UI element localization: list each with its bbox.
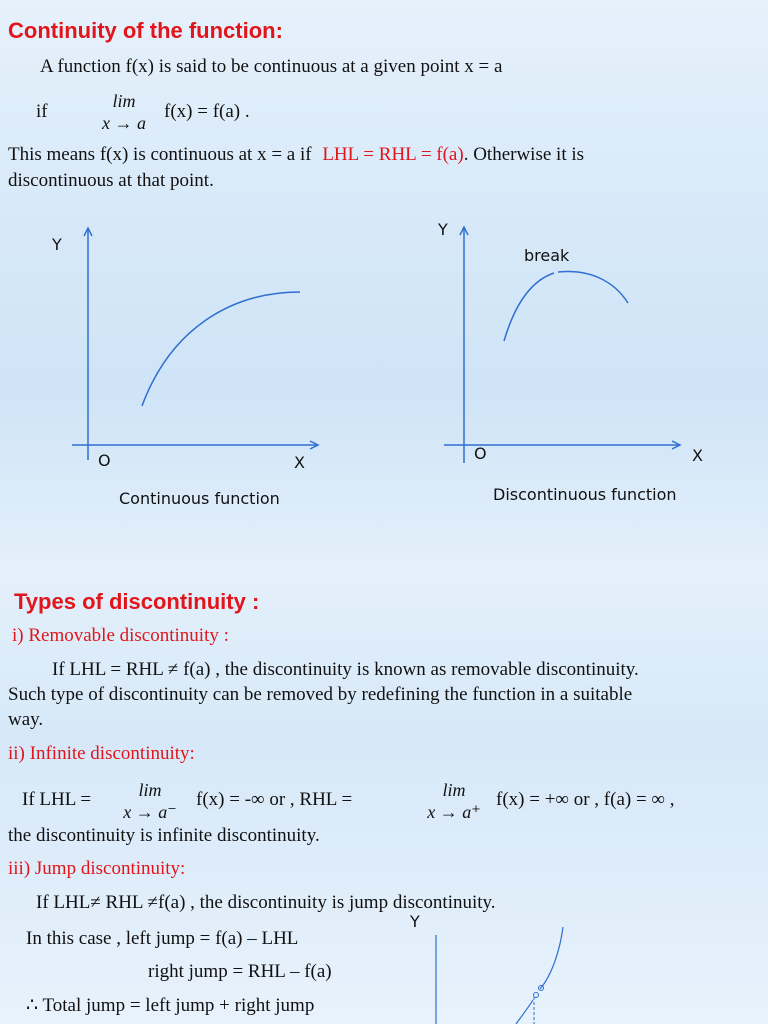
limit-operator <box>92 90 156 134</box>
y-label: Y <box>52 235 62 254</box>
curve-left-piece <box>504 273 554 341</box>
jump-graph <box>400 905 600 1024</box>
jump-graph-y-label: Y <box>410 912 420 931</box>
removable-line3: way. <box>8 709 44 730</box>
curve-right-piece <box>558 272 628 303</box>
removable-heading: i) Removable discontinuity : <box>12 625 229 646</box>
infinite-expr2: f(x) = +∞ or , f(a) = ∞ , <box>496 789 675 810</box>
continuous-curve <box>142 292 300 406</box>
continuous-graph <box>52 220 340 520</box>
continuous-caption: Continuous function <box>119 489 280 508</box>
removable-line1: If LHL = RHL ≠ f(a) , the discontinuity is known as removable discontinuity. <box>52 659 639 680</box>
jump-heading: iii) Jump discontinuity: <box>8 858 186 879</box>
limit-right <box>416 779 492 823</box>
limit-right-label: lim <box>442 780 466 800</box>
jump-line2: In this case , left jump = f(a) – LHL <box>26 928 299 949</box>
infinite-heading: ii) Infinite discontinuity: <box>8 743 195 764</box>
limit-left-label: lim <box>138 780 162 800</box>
definition-line: A function f(x) is said to be continuous at a given point x = a <box>40 56 503 77</box>
jump-line3: right jump = RHL – f(a) <box>148 961 332 982</box>
if-word: if <box>36 101 48 122</box>
jump-point-open <box>534 993 539 998</box>
condition-highlight: LHL = RHL = f(a) <box>322 144 464 165</box>
limit-expression: f(x) = f(a) . <box>164 101 250 122</box>
infinite-if-lhl: If LHL = <box>22 789 92 810</box>
jump-curve-right <box>540 927 563 989</box>
section-title-types: Types of discontinuity : <box>14 589 260 614</box>
jump-line1: If LHL≠ RHL ≠f(a) , the discontinuity is jump discontinuity. <box>36 892 496 913</box>
condition-text: This means f(x) is continuous at x = a if <box>8 144 312 165</box>
condition-line2: discontinuous at that point. <box>8 170 214 191</box>
infinite-line2: the discontinuity is infinite discontinuity. <box>8 825 320 846</box>
limit-left <box>114 779 186 823</box>
jump-curve-left <box>516 1000 533 1024</box>
condition-tail: . Otherwise it is <box>463 144 585 165</box>
infinite-expr1: f(x) = -∞ or , RHL = <box>196 789 353 810</box>
break-label: break <box>524 246 570 265</box>
origin-label: O <box>98 451 111 470</box>
origin-label: O <box>474 444 487 463</box>
section-title-continuity: Continuity of the function: <box>8 18 283 43</box>
x-label: X <box>294 453 305 472</box>
jump-line4: ∴ Total jump = left jump + right jump <box>26 995 315 1016</box>
limit-label: lim <box>112 91 136 111</box>
discontinuous-graph <box>430 215 740 515</box>
limit-right-subscript: x → a⁺ <box>427 802 481 822</box>
condition-sentence <box>8 144 584 166</box>
removable-line2: Such type of discontinuity can be removed by redefining the function in a suitable <box>8 684 633 705</box>
limit-subscript: x → a <box>102 113 146 133</box>
discontinuous-caption: Discontinuous function <box>493 485 677 504</box>
y-label: Y <box>438 220 448 239</box>
x-label: X <box>692 446 703 465</box>
limit-left-subscript: x → a⁻ <box>123 802 177 822</box>
